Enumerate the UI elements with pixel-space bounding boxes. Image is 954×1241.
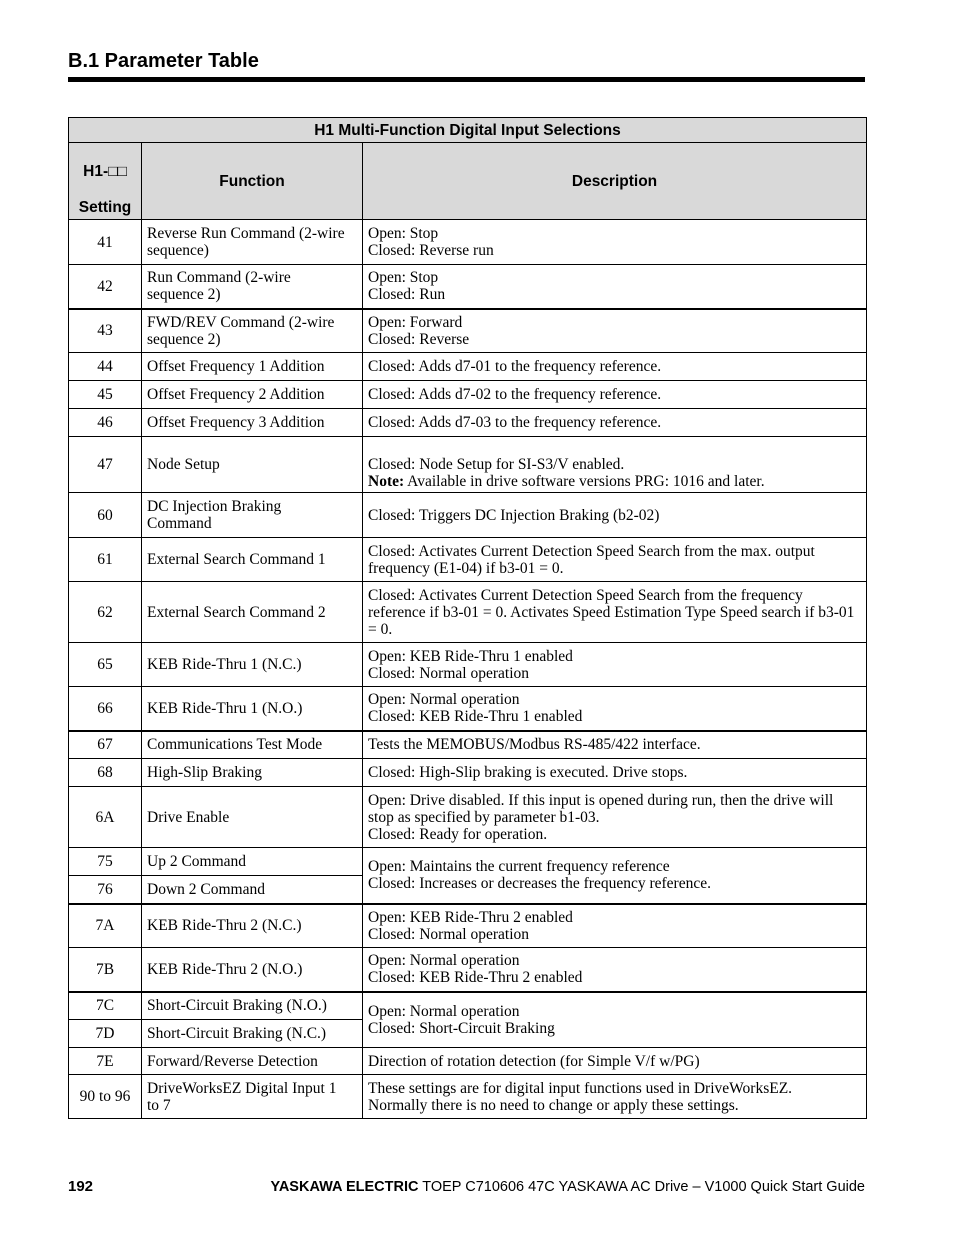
description-cell: Open: Forward Closed: Reverse (363, 309, 867, 353)
function-cell: Short-Circuit Braking (N.O.) (142, 992, 363, 1020)
table-row (69, 787, 867, 848)
description-cell: Closed: Activates Current Detection Speed Search from the max. output frequency (E1-04) if b3-01 = 0. (363, 538, 867, 582)
setting-cell: 66 (69, 687, 142, 731)
table-row (69, 409, 867, 437)
table-row (69, 538, 867, 582)
table-row (69, 904, 867, 948)
setting-cell: 7B (69, 948, 142, 992)
description-cell: Open: KEB Ride-Thru 2 enabled Closed: Normal operation (363, 904, 867, 948)
setting-cell: 6A (69, 787, 142, 848)
setting-cell: 45 (69, 381, 142, 409)
note-text: Available in drive software versions PRG: 1016 and later. (404, 473, 765, 490)
function-cell: Up 2 Command (142, 848, 363, 876)
setting-cell: 75 (69, 848, 142, 876)
table-row (69, 353, 867, 381)
function-cell: Down 2 Command (142, 876, 363, 904)
description-cell: Tests the MEMOBUS/Modbus RS-485/422 interface. (363, 731, 867, 759)
setting-cell: 43 (69, 309, 142, 353)
setting-cell: 61 (69, 538, 142, 582)
description-cell: Closed: High-Slip braking is executed. Drive stops. (363, 759, 867, 787)
table-row (69, 493, 867, 538)
description-cell: Direction of rotation detection (for Simple V/f w/PG) (363, 1048, 867, 1075)
function-cell: Communications Test Mode (142, 731, 363, 759)
parameter-table (68, 117, 867, 1119)
footer-doc-info (271, 1179, 866, 1195)
function-cell: Reverse Run Command (2-wire sequence) (142, 220, 363, 265)
function-cell: Short-Circuit Braking (N.C.) (142, 1020, 363, 1048)
function-cell: Drive Enable (142, 787, 363, 848)
description-cell: Closed: Adds d7-02 to the frequency reference. (363, 381, 867, 409)
header-setting-prefix: H1- (83, 163, 109, 180)
setting-cell: 68 (69, 759, 142, 787)
table-row (69, 265, 867, 309)
function-cell: KEB Ride-Thru 2 (N.C.) (142, 904, 363, 948)
function-cell: KEB Ride-Thru 1 (N.O.) (142, 687, 363, 731)
setting-cell: 7E (69, 1048, 142, 1075)
function-cell: KEB Ride-Thru 2 (N.O.) (142, 948, 363, 992)
function-cell: Forward/Reverse Detection (142, 1048, 363, 1075)
header-description: Description (363, 143, 867, 220)
function-cell: Offset Frequency 2 Addition (142, 381, 363, 409)
description-cell: Closed: Adds d7-01 to the frequency reference. (363, 353, 867, 381)
header-setting (69, 143, 142, 220)
setting-cell: 90 to 96 (69, 1075, 142, 1119)
function-cell: High-Slip Braking (142, 759, 363, 787)
function-cell: DriveWorksEZ Digital Input 1 to 7 (142, 1075, 363, 1119)
note-label: Note: (368, 473, 405, 490)
table-row (69, 948, 867, 992)
function-cell: External Search Command 2 (142, 582, 363, 643)
setting-cell: 67 (69, 731, 142, 759)
table-row (69, 1048, 867, 1075)
footer-doc-text: TOEP C710606 47C YASKAWA AC Drive – V1000 Quick Start Guide (418, 1179, 865, 1195)
table-row (69, 731, 867, 759)
description-cell: Open: KEB Ride-Thru 1 enabled Closed: Normal operation (363, 643, 867, 687)
header-setting-boxes: □□ (108, 163, 127, 180)
section-title: B.1 Parameter Table (68, 50, 259, 72)
table-row (69, 759, 867, 787)
description-cell: Open: Normal operation Closed: KEB Ride-Thru 1 enabled (363, 687, 867, 731)
table-row (69, 687, 867, 731)
table-row (69, 381, 867, 409)
function-cell: FWD/REV Command (2-wire sequence 2) (142, 309, 363, 353)
setting-cell: 46 (69, 409, 142, 437)
setting-cell: 60 (69, 493, 142, 538)
table-row (69, 582, 867, 643)
table-row (69, 309, 867, 353)
setting-cell: 44 (69, 353, 142, 381)
function-cell: KEB Ride-Thru 1 (N.C.) (142, 643, 363, 687)
table-row (69, 643, 867, 687)
description-cell: Open: Stop Closed: Reverse run (363, 220, 867, 265)
setting-cell: 7D (69, 1020, 142, 1048)
table-row (69, 848, 867, 876)
description-cell: These settings are for digital input functions used in DriveWorksEZ. Normally there is no need to change or apply these settings. (363, 1075, 867, 1119)
description-cell: Closed: Activates Current Detection Speed Search from the frequency reference if b3-01 = 0. Activates Speed Estimation Type Speed search if b3-01 = 0. (363, 582, 867, 643)
description-cell: Open: Normal operation Closed: KEB Ride-Thru 2 enabled (363, 948, 867, 992)
title-rule (68, 77, 865, 82)
setting-cell: 42 (69, 265, 142, 309)
header-function: Function (142, 143, 363, 220)
table-row (69, 1075, 867, 1119)
setting-cell: 7C (69, 992, 142, 1020)
table-row (69, 437, 867, 493)
setting-cell: 65 (69, 643, 142, 687)
description-text: Closed: Node Setup for SI-S3/V enabled. (368, 456, 625, 473)
description-cell: Open: Stop Closed: Run (363, 265, 867, 309)
footer-brand: YASKAWA ELECTRIC (270, 1179, 419, 1195)
function-cell: Offset Frequency 3 Addition (142, 409, 363, 437)
function-cell: Offset Frequency 1 Addition (142, 353, 363, 381)
function-cell: Run Command (2-wire sequence 2) (142, 265, 363, 309)
function-cell: External Search Command 1 (142, 538, 363, 582)
description-cell: Closed: Adds d7-03 to the frequency reference. (363, 409, 867, 437)
header-setting-label: Setting (78, 199, 132, 216)
table-row (69, 992, 867, 1020)
setting-cell: 76 (69, 876, 142, 904)
setting-cell: 62 (69, 582, 142, 643)
description-cell: Closed: Triggers DC Injection Braking (b2-02) (363, 493, 867, 538)
setting-cell: 7A (69, 904, 142, 948)
page-number: 192 (68, 1178, 94, 1195)
description-cell: Open: Drive disabled. If this input is opened during run, then the drive will stop as specified by parameter b1-03. Closed: Ready for operation. (363, 787, 867, 848)
description-cell: Open: Maintains the current frequency reference Closed: Increases or decreases the frequency reference. (363, 848, 867, 904)
table-caption: H1 Multi-Function Digital Input Selections (69, 118, 867, 143)
description-cell: Open: Normal operation Closed: Short-Circuit Braking (363, 992, 867, 1048)
function-cell: DC Injection Braking Command (142, 493, 363, 538)
setting-cell: 41 (69, 220, 142, 265)
function-cell: Node Setup (142, 437, 363, 493)
setting-cell: 47 (69, 437, 142, 493)
description-cell (363, 437, 867, 493)
table-row (69, 220, 867, 265)
